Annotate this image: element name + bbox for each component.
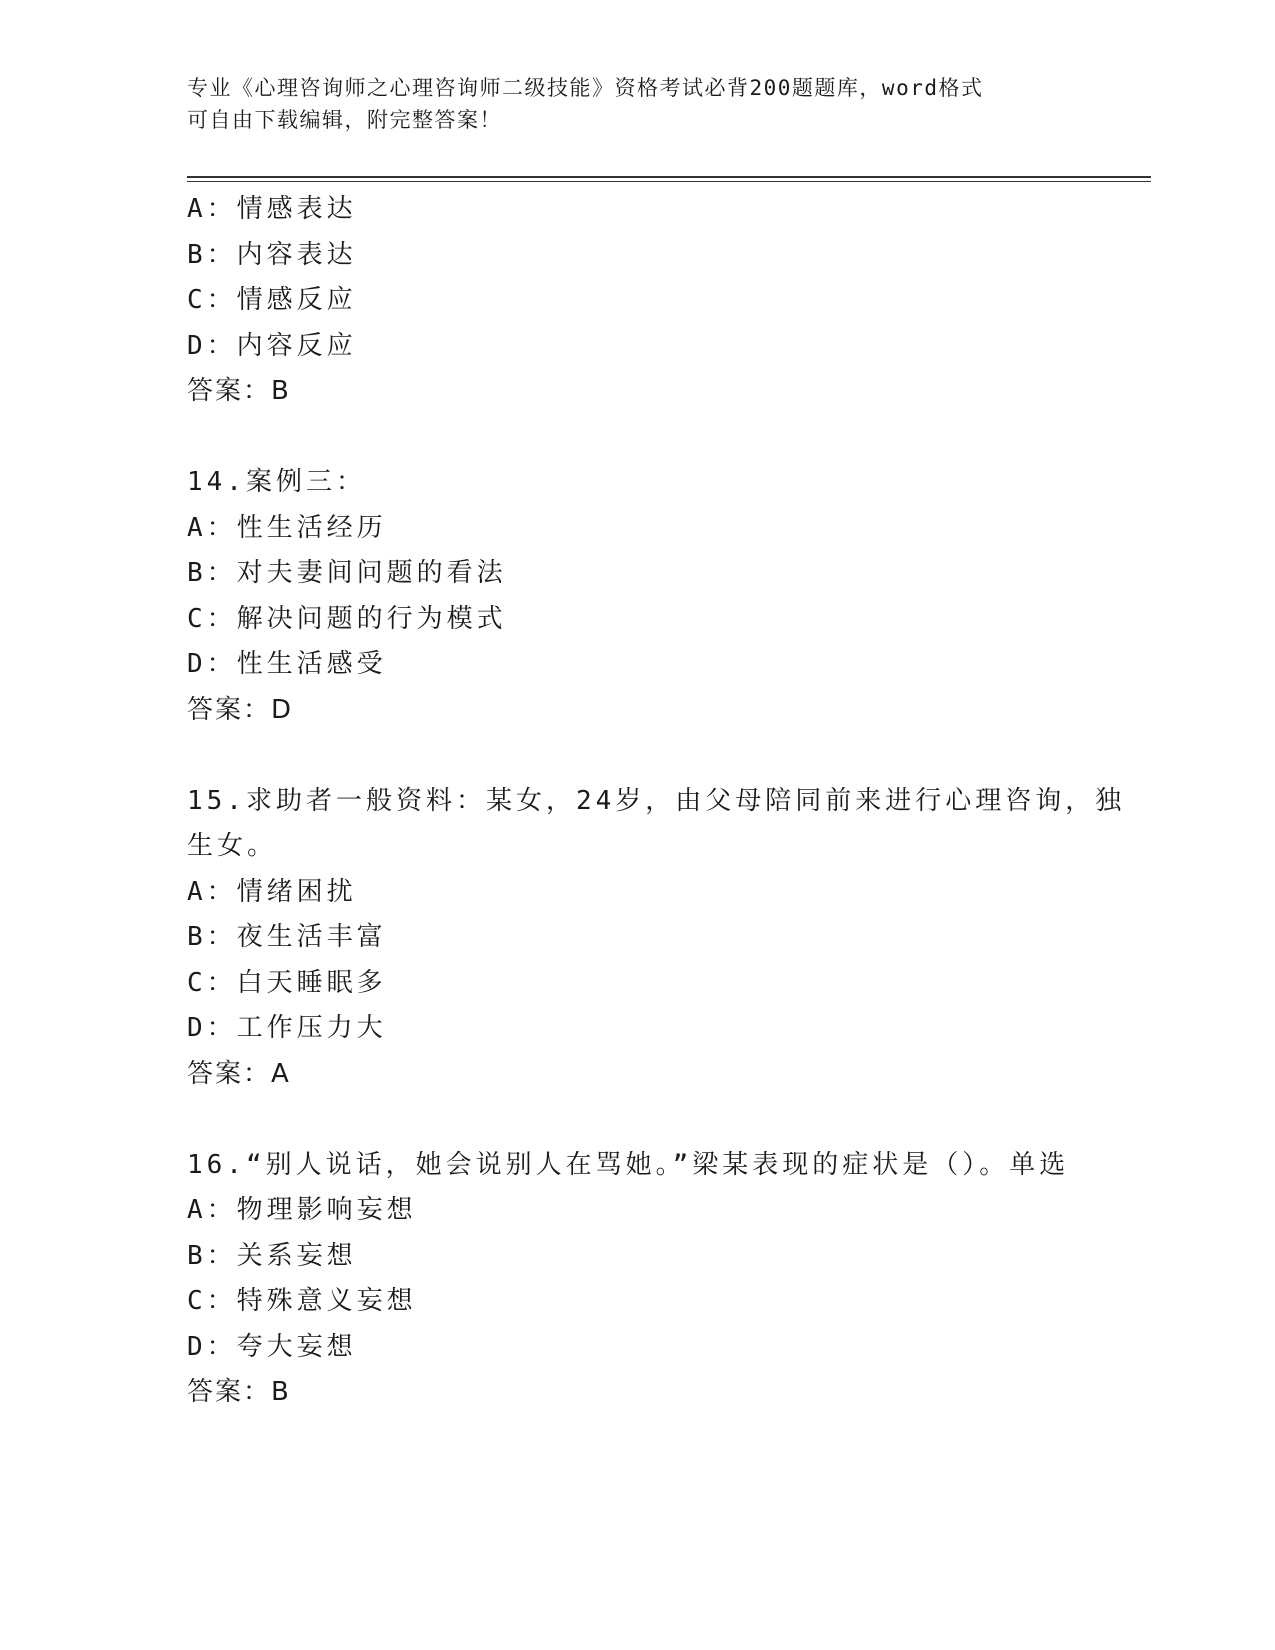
question-text: 14.案例三：: [187, 467, 366, 497]
option-d: D：夸大妄想: [187, 1331, 357, 1362]
option-d: D：性生活感受: [187, 649, 387, 679]
question-13: [187, 187, 1087, 415]
option-b: B：内容表达: [187, 239, 357, 270]
question-list: [187, 187, 1126, 1416]
header-divider-thin: [187, 181, 1151, 182]
option-a: A：性生活经历: [187, 512, 387, 543]
option-d: D：工作压力大: [187, 1013, 387, 1043]
header-line-1: 专业《心理咨询师之心理咨询师二级技能》资格考试必背200题题库，word格式: [187, 76, 984, 100]
option-d: D：内容反应: [187, 330, 357, 361]
header-divider-thick: [187, 176, 1151, 178]
option-a: A：情绪困扰: [187, 876, 357, 907]
option-b: B：夜生活丰富: [187, 922, 387, 952]
answer: 答案：D: [187, 694, 294, 725]
answer: 答案：B: [187, 1377, 291, 1407]
question-text-line-2: 生女。: [187, 831, 278, 861]
answer: 答案：B: [187, 376, 291, 406]
option-c: C：特殊意义妄想: [187, 1286, 417, 1316]
document-header: [187, 72, 1087, 136]
option-a: A：情感表达: [187, 194, 357, 224]
option-a: A：物理影响妄想: [187, 1195, 417, 1225]
question-14: [187, 460, 1087, 733]
option-c: C：白天睡眠多: [187, 967, 387, 998]
question-16: [187, 1143, 1087, 1416]
question-15: [187, 779, 1126, 1098]
option-b: B：关系妄想: [187, 1240, 357, 1271]
option-b: B：对夫妻间问题的看法: [187, 558, 507, 588]
option-c: C：情感反应: [187, 285, 357, 315]
question-text-line-1: 15.求助者一般资料：某女，24岁，由父母陪同前来进行心理咨询，独: [187, 785, 1126, 816]
question-text: 16.“别人说话，她会说别人在骂她。”梁某表现的症状是（）。单选: [187, 1149, 1070, 1180]
header-line-2: 可自由下载编辑，附完整答案！: [187, 108, 502, 132]
answer: 答案：A: [187, 1058, 291, 1089]
option-c: C：解决问题的行为模式: [187, 603, 507, 634]
